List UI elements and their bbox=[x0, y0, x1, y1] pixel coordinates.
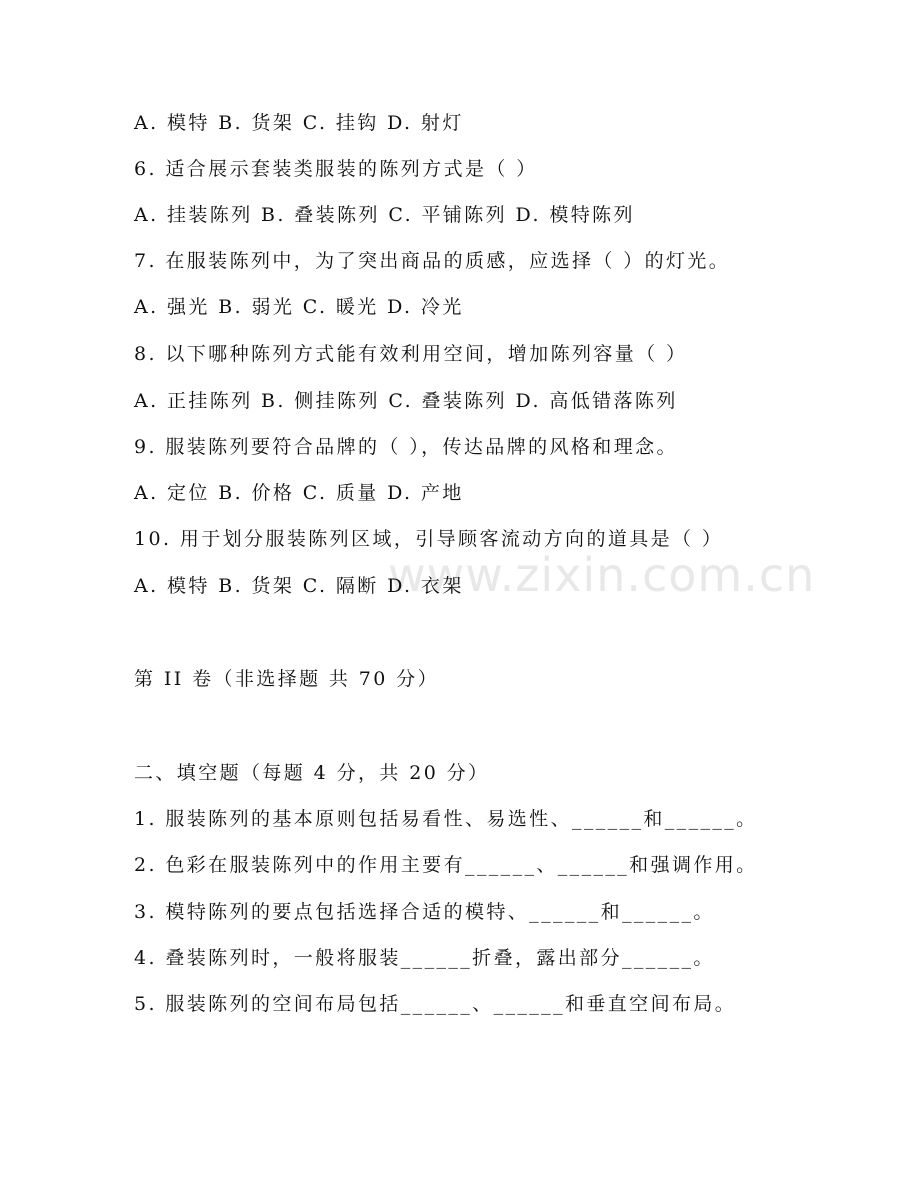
fill-blank-question-5: 5. 服装陈列的空间布局包括______、______和垂直空间布局。 bbox=[134, 993, 737, 1015]
question-6: 6. 适合展示套装类服装的陈列方式是（ ） bbox=[134, 158, 538, 180]
question-10: 10. 用于划分服装陈列区域，引导顾客流动方向的道具是（ ） bbox=[134, 528, 724, 550]
question-9-options: A. 定位 B. 价格 C. 质量 D. 产地 bbox=[134, 482, 464, 504]
question-6-options: A. 挂装陈列 B. 叠装陈列 C. 平铺陈列 D. 模特陈列 bbox=[134, 204, 635, 226]
fill-blank-question-1: 1. 服装陈列的基本原则包括易看性、易选性、______和______。 bbox=[134, 808, 758, 830]
fill-blank-question-3: 3. 模特陈列的要点包括选择合适的模特、______和______。 bbox=[134, 901, 715, 923]
fill-blank-heading: 二、填空题（每题 4 分，共 20 分） bbox=[134, 762, 490, 784]
question-9: 9. 服装陈列要符合品牌的（ ），传达品牌的风格和理念。 bbox=[134, 436, 678, 458]
question-7: 7. 在服装陈列中，为了突出商品的质感，应选择（ ）的灯光。 bbox=[134, 250, 731, 272]
question-8-options: A. 正挂陈列 B. 侧挂陈列 C. 叠装陈列 D. 高低错落陈列 bbox=[134, 390, 678, 412]
fill-blank-question-2: 2. 色彩在服装陈列中的作用主要有______、______和强调作用。 bbox=[134, 854, 758, 876]
fill-blank-question-4: 4. 叠装陈列时，一般将服装______折叠，露出部分______。 bbox=[134, 947, 715, 969]
part-2-heading: 第 II 卷（非选择题 共 70 分） bbox=[134, 668, 439, 690]
watermark: www.zixin.com.cn bbox=[388, 548, 816, 602]
question-5-options: A. 模特 B. 货架 C. 挂钩 D. 射灯 bbox=[134, 112, 464, 134]
question-8: 8. 以下哪种陈列方式能有效利用空间，增加陈列容量（ ） bbox=[134, 343, 688, 365]
question-10-options: A. 模特 B. 货架 C. 隔断 D. 衣架 bbox=[134, 575, 464, 597]
question-7-options: A. 强光 B. 弱光 C. 暖光 D. 冷光 bbox=[134, 296, 464, 318]
